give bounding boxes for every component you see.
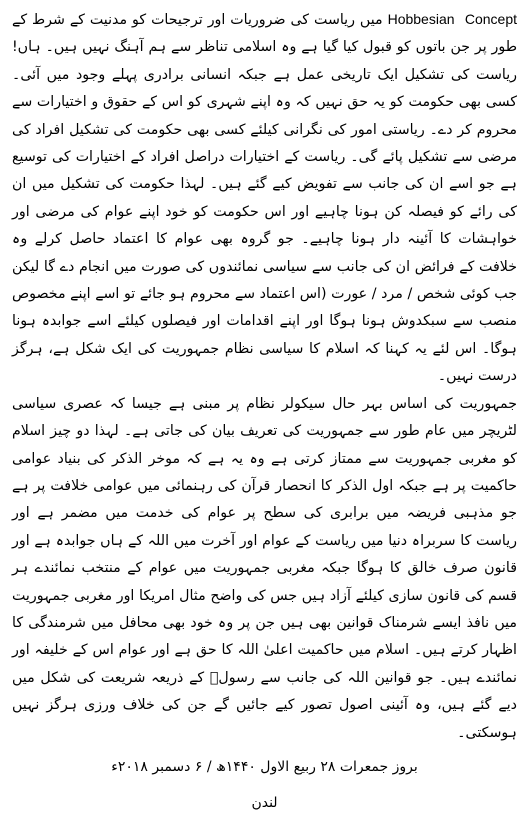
paragraph-2: [12, 391, 517, 747]
english-term: Hobbesian Concept: [387, 11, 518, 27]
paragraph-2-text: جمہوریت کی اساس بہر حال سیکولر نظام پر مبنی ہے جیسا کہ عصری سیاسی لٹریچر میں عام طور سے جمہوریت کی تعریف بیان کی جاتی ہے۔ لہذا دو چیز اسلام کو مغربی جمہوریت سے ممتاز کرتی ہے وہ یہ ہے کہ موخر الذکر کی بنیاد عوامی حاکمیت پر ہے جبکہ اول الذکر کا انحصار قرآن کی رہنمائی میں عوامی خلافت پر ہے جو مذہبی فریضہ میں برابری کی سطح پر عوام کی خدمت میں مضمر ہے اور ریاست کا سربراہ دنیا میں ریاست کے عوام اور آخرت میں اللہ کے ہاں جوابدہ ہے اور قانون صرف خالق کا ہوگا جبکہ مغربی جمہوریت میں عوام کے منتخب نمائندے ہر قسم کی قانون سازی کیلئے آزاد ہیں جس کی واضح مثال امریکا اور مغربی جمہوریت میں نافذ ایسے شرمناک قوانین بھی ہیں جن پر وہ خود بھی محافل میں شرمندگی کا اظہار کرتے ہیں۔ اسلام میں حاکمیت اعلیٰ اللہ کا حق ہے اور عوام اس کے خلیفہ اور نمائندے ہیں۔ جو قوانین اللہ کی جانب سے رسولؐ کے ذریعہ شریعت کی شکل میں دیے گئے ہیں، وہ آئینی اصول تصور کیے جائیں گے جن کی خلاف ورزی ہرگز نہیں ہوسکتی۔: [12, 395, 517, 741]
paragraph-1: [12, 6, 517, 391]
paragraph-1-text: میں ریاست کی ضروریات اور ترجیحات کو مدنیت کے شرط کے طور پر جن باتوں کو قبول کیا گیا ہے وہ اسلامی تناظر سے ہم آہنگ نہیں ہیں۔ ہاں! ریاست کی تشکیل ایک تاریخی عمل ہے جبکہ انسانی برادری پہلے وجود میں آئی۔ کسی بھی حکومت کو یہ حق نہیں کہ وہ اپنے شہری کو اس کے حقوق و اختیارات سے محروم کر دے۔ ریاستی امور کی نگرانی کیلئے کسی بھی حکومت کی تشکیل افراد کی مرضی سے تشکیل پائے گی۔ ریاست کے اختیارات دراصل افراد کے اختیارات کی توسیع ہے جو اسے ان کی جانب سے تفویض کیے گئے ہیں۔ لہذا حکومت کی تشکیل میں ان کی رائے کو فیصلہ کن ہونا چاہیے اور اس حکومت کو خود اپنے عوام کی مرضی اور خواہشات کا آئینہ دار ہونا چاہیے۔ جو گروہ بھی عوام کا اعتماد حاصل کرلے وہ خلافت کے فرائض ان کی جانب سے سیاسی نمائندوں کی صورت میں انجام دے گا لیکن جب کوئی شخص / مرد / عورت (اس اعتماد سے محروم ہو جائے تو اسے اپنے مخصوص منصب سے سبکدوش ہونا ہوگا اور اپنے اقدامات اور فیصلوں کیلئے اسے جوابدہ ہونا ہوگا۔ اس لئے یہ کہنا کہ اسلام کا سیاسی نظام جمہوریت کی ایک شکل ہے، ہرگز درست نہیں۔: [12, 12, 517, 385]
place-name: لندن: [251, 794, 278, 811]
dateline: بروز جمعرات ۲۸ ربیع الاول ۱۴۴۰ھ / ۶ دسمبر ۲۰۱۸ء: [111, 758, 418, 775]
